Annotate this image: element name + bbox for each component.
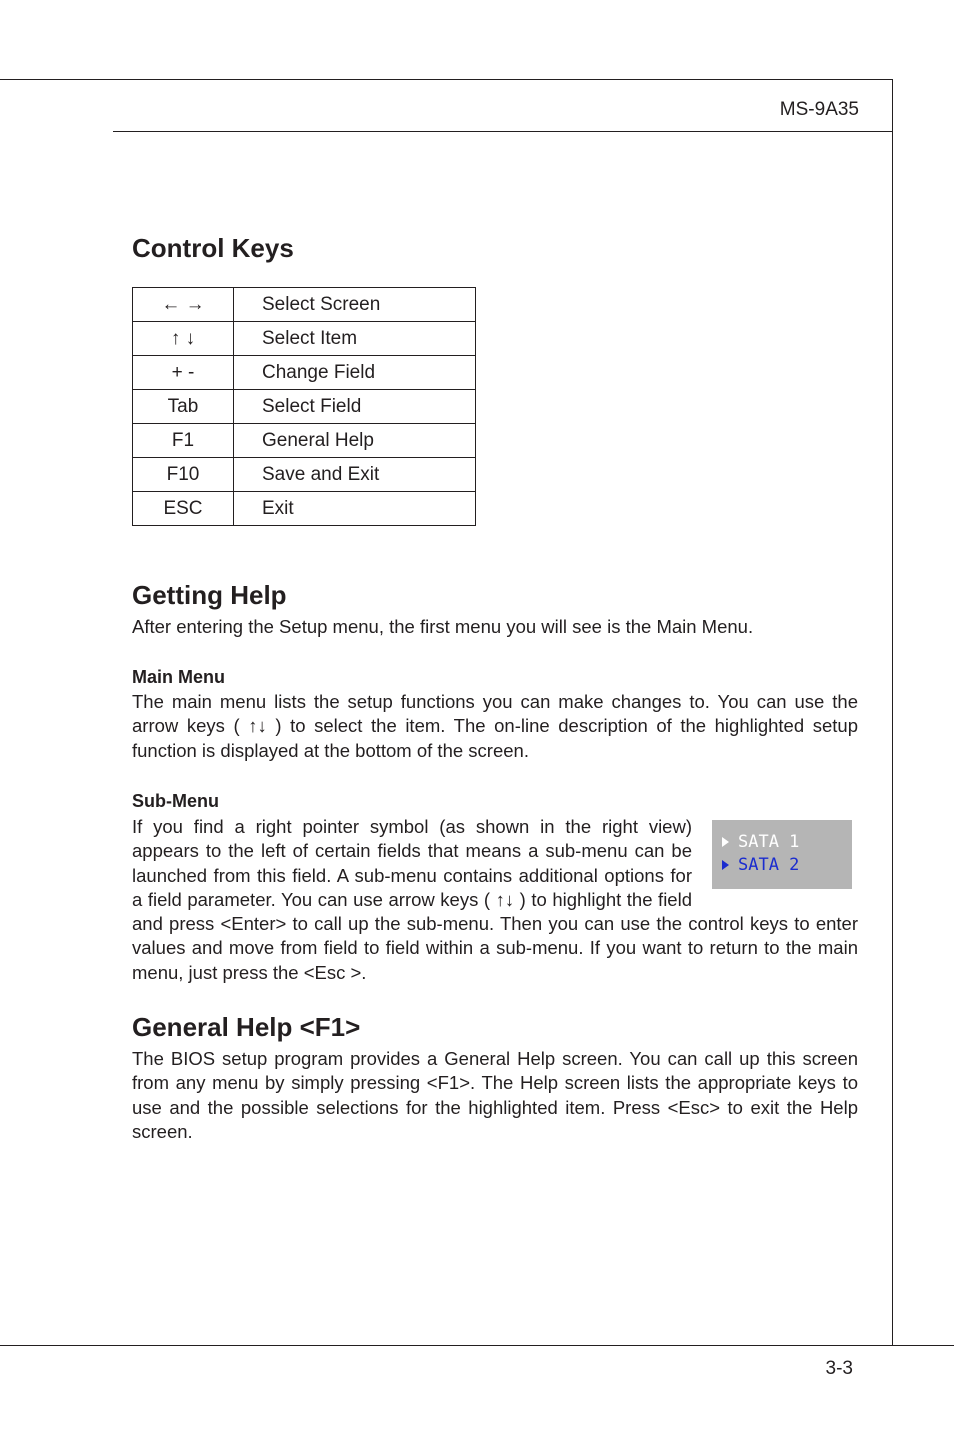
general-help-text: The BIOS setup program provides a General Help screen. You can call up this screen from any menu by simply pressing <F1>. The Help screen lists the appropriate keys to use and the possible selections for the highlighted item. Press <Esc> to exit the Help screen.	[132, 1048, 858, 1142]
general-help-heading: General Help <F1>	[132, 1012, 361, 1042]
submenu-example-image	[712, 820, 852, 889]
control-keys-table-body	[133, 288, 476, 526]
control-key: ← →	[133, 288, 234, 322]
control-key-action: Select Item	[234, 322, 476, 356]
model-number: MS-9A35	[779, 99, 859, 120]
page-number: 3-3	[825, 1358, 853, 1379]
sub-menu-text: If you find a right pointer symbol (as shown in the right view) appears to the left of certain fields that means a sub-menu can be launched from this field. A sub-menu contains additional options for a field parameter. You can use arrow keys ( ↑↓ ) to highlight the field and press <Enter> to call up the sub-menu. Then you can use the control keys to enter values and move from field to field within a sub-menu. If you want to return to the main menu, just press the <Esc >.	[132, 816, 858, 983]
control-key: + -	[133, 356, 234, 390]
control-key: Tab	[133, 390, 234, 424]
footer-rule	[0, 1345, 954, 1346]
submenu-item-sata-1	[722, 832, 799, 852]
right-margin-rule	[892, 79, 893, 1346]
control-keys-heading: Control Keys	[132, 233, 294, 263]
right-pointer-icon	[722, 860, 729, 870]
control-key: ↑ ↓	[133, 322, 234, 356]
submenu-item-label: SATA 2	[738, 855, 800, 875]
control-keys-table	[132, 287, 476, 526]
control-key-action: Change Field	[234, 356, 476, 390]
sub-menu-heading: Sub-Menu	[132, 791, 219, 811]
getting-help-intro: After entering the Setup menu, the first menu you will see is the Main Menu.	[132, 616, 754, 637]
submenu-item-sata-2	[722, 855, 799, 875]
control-key: ESC	[133, 492, 234, 526]
getting-help-heading: Getting Help	[132, 580, 287, 610]
control-key: F1	[133, 424, 234, 458]
control-key-row	[133, 322, 476, 356]
header-rule-bottom	[113, 131, 893, 132]
control-key-row	[133, 390, 476, 424]
right-pointer-icon	[722, 837, 729, 847]
control-key-action: General Help	[234, 424, 476, 458]
control-key-action: Select Field	[234, 390, 476, 424]
header-rule-top	[0, 79, 893, 80]
main-menu-text: The main menu lists the setup functions you can make changes to. You can use the arrow keys ( ↑↓ ) to select the item. The on-line description of the highlighted setup function is displayed at the bottom of the screen.	[132, 691, 858, 761]
control-key-row	[133, 492, 476, 526]
control-key-action: Select Screen	[234, 288, 476, 322]
control-key: F10	[133, 458, 234, 492]
control-key-row	[133, 356, 476, 390]
control-key-action: Exit	[234, 492, 476, 526]
control-key-row	[133, 458, 476, 492]
sub-menu-section	[132, 815, 858, 985]
submenu-item-label: SATA 1	[738, 832, 800, 852]
main-menu-heading: Main Menu	[132, 667, 225, 687]
control-key-row	[133, 424, 476, 458]
control-key-row	[133, 288, 476, 322]
control-key-action: Save and Exit	[234, 458, 476, 492]
